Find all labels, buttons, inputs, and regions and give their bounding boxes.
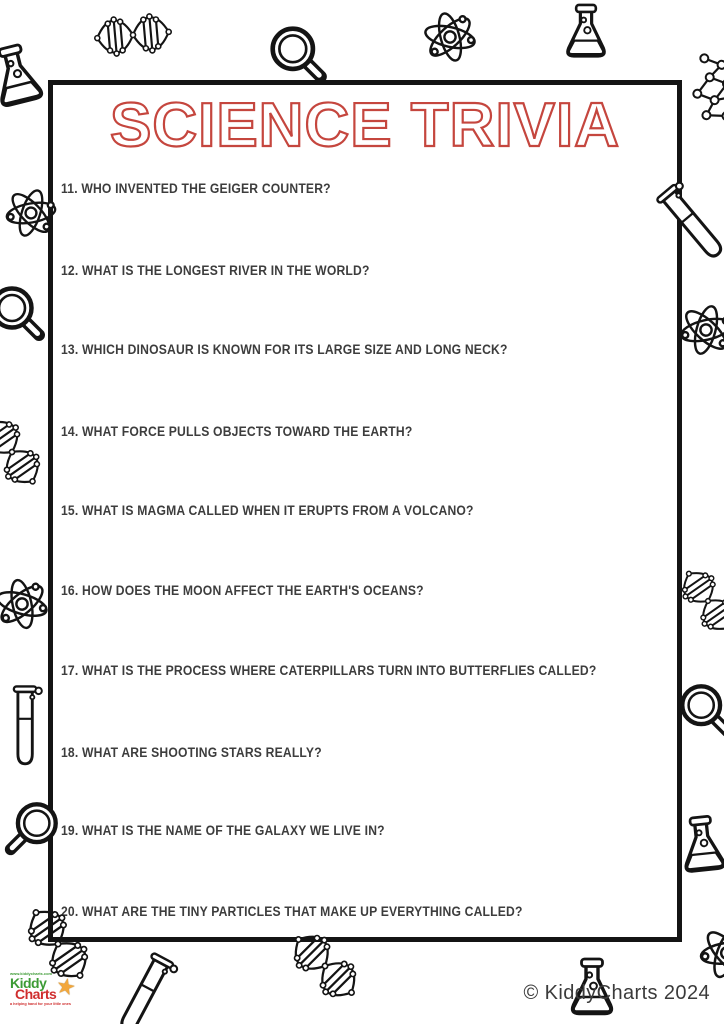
logo-url-text: www.kiddycharts.com [10, 971, 53, 976]
star-icon: ★ [53, 972, 79, 1001]
kiddycharts-logo [10, 971, 79, 1006]
question-14: 14. WHAT FORCE PULLS OBJECTS TOWARD THE EARTH? [61, 424, 413, 439]
dna-icon [88, 2, 179, 67]
magnifier-icon [266, 22, 332, 88]
question-16: 16. HOW DOES THE MOON AFFECT THE EARTH'S OCEANS? [61, 583, 424, 598]
question-20: 20. WHAT ARE THE TINY PARTICLES THAT MAKE UP EVERYTHING CALLED? [61, 904, 523, 919]
atom-icon [688, 915, 724, 991]
logo-brand-bottom: Charts [15, 986, 57, 1002]
magnifier-icon [676, 680, 724, 742]
flask-icon [556, 2, 616, 66]
question-17: 17. WHAT IS THE PROCESS WHERE CATERPILLARS TURN INTO BUTTERFLIES CALLED? [61, 663, 597, 678]
atom-icon [414, 3, 486, 71]
molecule-icon [679, 46, 724, 134]
magnifier-icon [0, 798, 62, 860]
question-18: 18. WHAT ARE SHOOTING STARS REALLY? [61, 745, 322, 760]
logo-brand-top: Kiddy [10, 975, 47, 991]
test-tube-icon [8, 680, 44, 772]
question-11: 11. WHO INVENTED THE GEIGER COUNTER? [61, 181, 331, 196]
magnifier-icon [0, 282, 50, 346]
copyright-text: © KiddyCharts 2024 [523, 982, 710, 1004]
question-19: 19. WHAT IS THE NAME OF THE GALAXY WE LIVE IN? [61, 823, 385, 838]
question-12: 12. WHAT IS THE LONGEST RIVER IN THE WORLD? [61, 263, 370, 278]
worksheet-box [48, 80, 682, 942]
question-13: 13. WHICH DINOSAUR IS KNOWN FOR ITS LARGE SIZE AND LONG NECK? [61, 342, 508, 357]
page-title: SCIENCE TRIVIA [109, 91, 621, 160]
flask-icon [669, 811, 724, 883]
logo-tagline: a helping hand for your little ones [10, 1001, 71, 1006]
question-15: 15. WHAT IS MAGMA CALLED WHEN IT ERUPTS FROM A VOLCANO? [61, 503, 474, 518]
test-tube-icon [107, 946, 183, 1024]
